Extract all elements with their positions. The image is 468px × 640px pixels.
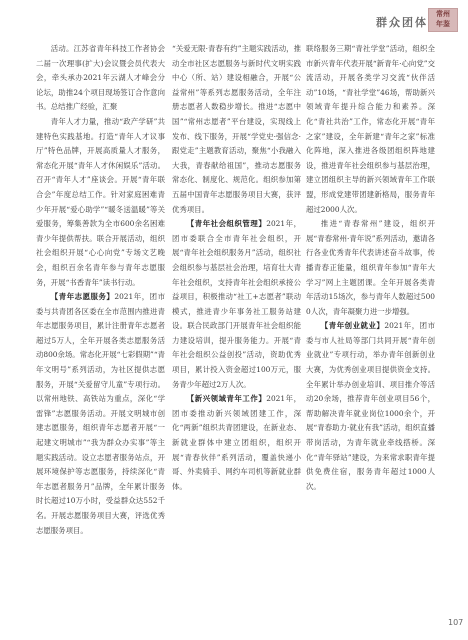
yearbook-logo xyxy=(428,8,458,32)
text-column-3 xyxy=(306,42,435,602)
section-title: 群众团体 xyxy=(376,16,428,29)
paragraph xyxy=(36,42,165,115)
paragraph xyxy=(172,392,301,494)
paragraph xyxy=(306,217,435,319)
logo-line-1: 常州 xyxy=(436,10,450,18)
paragraph-text: 2021年，团市委与共青团各区委在全市范围内推进青年志愿服务项目，累计注册青年志愿者超过5万人，全年开展各类志愿服务活动800余场。常态化开展“七彩假期”“青年文明号”系列活动，为社区提供志愿服务，开展“关爱留守儿童”专项行动。以常州地铁、高铁站为重点，深化“学雷锋”志愿服务活动。开展文明城市创建志愿服务，组织青年志愿者开展“一起建文明城市”“我为群众办实事”等主题实践活动。设立志愿者服务站点，开展环境保护等志愿服务，持续深化“青年志愿者服务月”品牌，全年累计服务时长超过10万小时，受益群众达552千名。开展志愿服务项目大赛，评选优秀志愿服务项目。 xyxy=(36,292,165,535)
subsection-heading: 【青年志愿服务】 xyxy=(50,292,115,302)
paragraph xyxy=(306,319,435,494)
text-column-1 xyxy=(36,42,165,602)
paragraph xyxy=(36,115,165,290)
paragraph-text: 2021年，团市委推动新兴领域团建工作，深化“两新”组织共青团建设，在新业态、新就业群体中建立团组织，组织开展“青春伙伴”系列活动，覆盖快递小哥、外卖骑手、网约车司机等新就业群体。 xyxy=(172,394,301,491)
paragraph xyxy=(306,42,435,217)
paragraph xyxy=(36,290,165,538)
logo-line-2: 年鉴 xyxy=(436,20,450,28)
paragraph-text: “关爱无限·青春有约”主题实践活动，推动全市社区志愿服务与新时代文明实践中心（所、站）建设相融合，开展“公益常州”等系列志愿服务活动，全年注册志愿者人数稳步增长。推进“志愿中国”“常州志愿者”平台建设，实现线上发布、线下服务，开展“学党史·强信念·跟党走”主题教育活动，聚焦“小我融入大我，青春献给祖国”，推动志愿服务常态化、制度化、规范化。组织参加第五届中国青年志愿服务项目大赛，获评优秀项目。 xyxy=(172,44,301,214)
page-number: 107 xyxy=(448,618,464,627)
subsection-heading: 【青年社会组织管理】 xyxy=(186,219,267,229)
paragraph-text: 2021年，团市委与市人社局等部门共同开展“青年创业就业”专项行动，举办青年创新创业大赛，为优秀创业项目提供资金支持。全年累计举办创业培训、项目推介等活动20余场，推荐青年创业项目56个，帮助解决青年就业岗位1000余个，开展“青春助力·就业有我”活动，组织直播带岗活动，为青年就业牵线搭桥。深化“青年驿站”建设，为来常求职青年提供免费住宿，服务青年超过1000人次。 xyxy=(306,321,435,491)
paragraph-text: 推进“青春常州”建设，组织开展“青春常州·青年说”系列活动，邀请各行各业优秀青年代表讲述奋斗故事，传播青春正能量，组织青年参加“青年大学习”网上主题团课。全年开展各类青年活动15场次，参与青年人数超过5000人次，青年凝聚力进一步增强。 xyxy=(306,219,435,316)
paragraph-text: 活动。江苏省青年科技工作者协会二届一次理事(扩大)会议暨会员代表大会，牵头承办2021年云湖人才峰会分论坛，助推24个项目现场签订合作意向书。总结推广经验，汇聚 xyxy=(36,44,165,112)
paragraph-text: 联络服务三期“青社学堂”活动，组织全市新兴青年代表开展“新青年·心向党”交流活动，开展各类学习交流“伙伴活动”10场，“青社学堂”46场，帮助新兴领域青年提升综合能力和素养。深化“青社共治”工作，常态化开展“青年之家”建设，全年新建“青年之家”标准化阵地，深入推进各级团组织阵地建设，推进青年社会组织参与基层治理，建立团组织主导的新兴领域青年工作联盟，形成党建带团建新格局，服务青年超过2000人次。 xyxy=(306,44,435,214)
paragraph xyxy=(172,217,301,392)
subsection-heading: 【青年创业就业】 xyxy=(320,321,385,331)
paragraph-text: 2021年，团市委联合全市青年社会组织，开展“青年社会组织服务月”活动，组织社会组织参与基层社会治理，培育壮大青年社会组织，支持青年社会组织承接公益项目，积极推动“社工+志愿者”联动模式，推进青少年事务社工服务站建设。联合民政部门开展青年社会组织能力建设培训，提升服务能力。开展“青年社会组织公益创投”活动，资助优秀项目，累计投入资金超过100万元，服务青少年超过2万人次。 xyxy=(172,219,301,389)
page-header xyxy=(0,0,468,34)
paragraph xyxy=(172,42,301,217)
subsection-heading: 【新兴领域青年工作】 xyxy=(186,394,267,404)
paragraph-text: 青年人才力量，推动“政产学研”共建特色实践基地。打造“青年人才议事厅”特色品牌，开展高质量人才服务，常态化开展“青年人才休闲娱乐”活动。召开“青年人才”座谈会。开展“青年联合会”年度总结工作。针对家庭困难青少年开展“爱心助学”“暖冬送温暖”等关爱服务，筹集善款为全市600余名困难青少年提供帮扶。联合开展活动，组织社会组织开展“心心向党”专场文艺晚会，组织百余名青年参与青年志愿服务，开展“书香青年”读书行动。 xyxy=(36,116,165,287)
text-column-2 xyxy=(172,42,301,602)
